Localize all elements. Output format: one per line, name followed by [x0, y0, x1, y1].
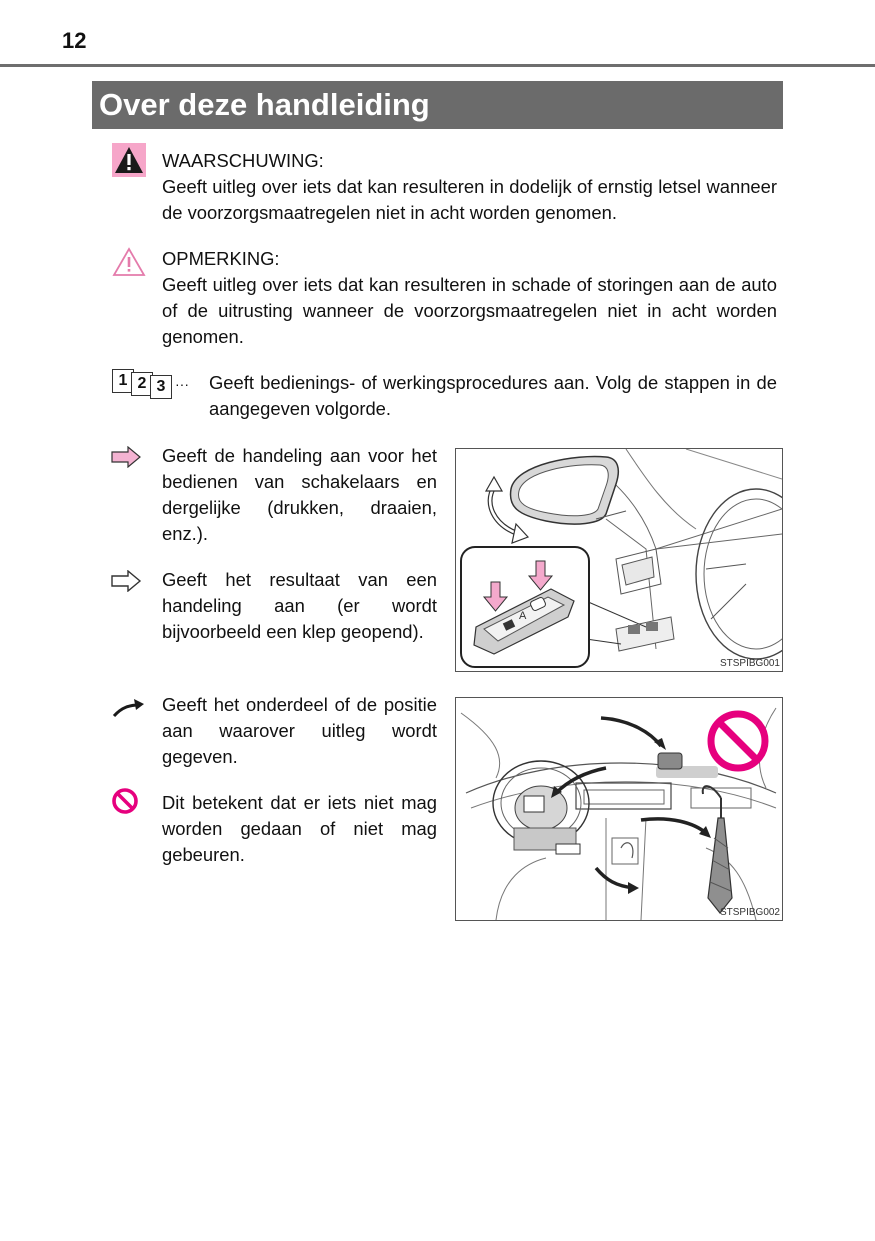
dashboard-prohibited-illustration	[456, 698, 782, 920]
notice-description: Geeft uitleg over iets dat kan resulteren in schade of storingen aan de auto of de uitrusting wanneer de voorzorgsmaatregelen niet in acht worden genomen.	[162, 274, 777, 347]
step-numbers-icon	[112, 369, 182, 399]
steps-description: Geeft bedienings- of werkingsprocedures aan. Volg de stappen in de aangegeven volgorde.	[209, 372, 777, 419]
step-number: 3	[150, 375, 172, 399]
step-number: 2	[131, 372, 153, 396]
pink-arrow-icon	[110, 446, 142, 468]
warning-description: Geeft uitleg over iets dat kan resulteren in dodelijk of ernstig letsel wanneer de voorzorgsmaatregelen niet in acht worden genomen.	[162, 176, 777, 223]
page-number: 12	[62, 28, 87, 53]
outline-arrow-icon	[110, 570, 142, 592]
step-number: 1	[112, 369, 134, 393]
action-description: Geeft de handeling aan voor het bedienen van schakelaars en dergelijke (drukken, draaien, enz.).	[162, 445, 437, 544]
warning-label: WAARSCHUWING:	[162, 150, 324, 171]
warning-triangle-icon	[112, 143, 146, 177]
prohibited-icon	[111, 787, 139, 815]
pointer-description: Geeft het onderdeel of de positie aan waarover uitleg wordt gegeven.	[162, 694, 437, 767]
switch-label: A	[519, 610, 527, 622]
page-title: Over deze handleiding	[92, 81, 783, 129]
prohibited-description: Dit betekent dat er iets niet mag worden gedaan of niet mag gebeuren.	[162, 792, 437, 865]
figure-prohibited-items	[455, 697, 783, 921]
top-rule	[0, 64, 875, 67]
mirror-adjust-illustration	[456, 449, 782, 671]
figure-code: STSPIBG002	[719, 907, 780, 918]
steps-ellipsis: ···	[175, 376, 189, 392]
figure-mirror-switch	[455, 448, 783, 672]
pointer-arrow-icon	[112, 697, 146, 719]
notice-label: OPMERKING:	[162, 248, 280, 269]
figure-code: STSPIBG001	[719, 658, 780, 669]
result-description: Geeft het resultaat van een handeling aan (er wordt bijvoorbeeld een klep geopend).	[162, 569, 437, 642]
notice-triangle-icon	[112, 246, 146, 278]
